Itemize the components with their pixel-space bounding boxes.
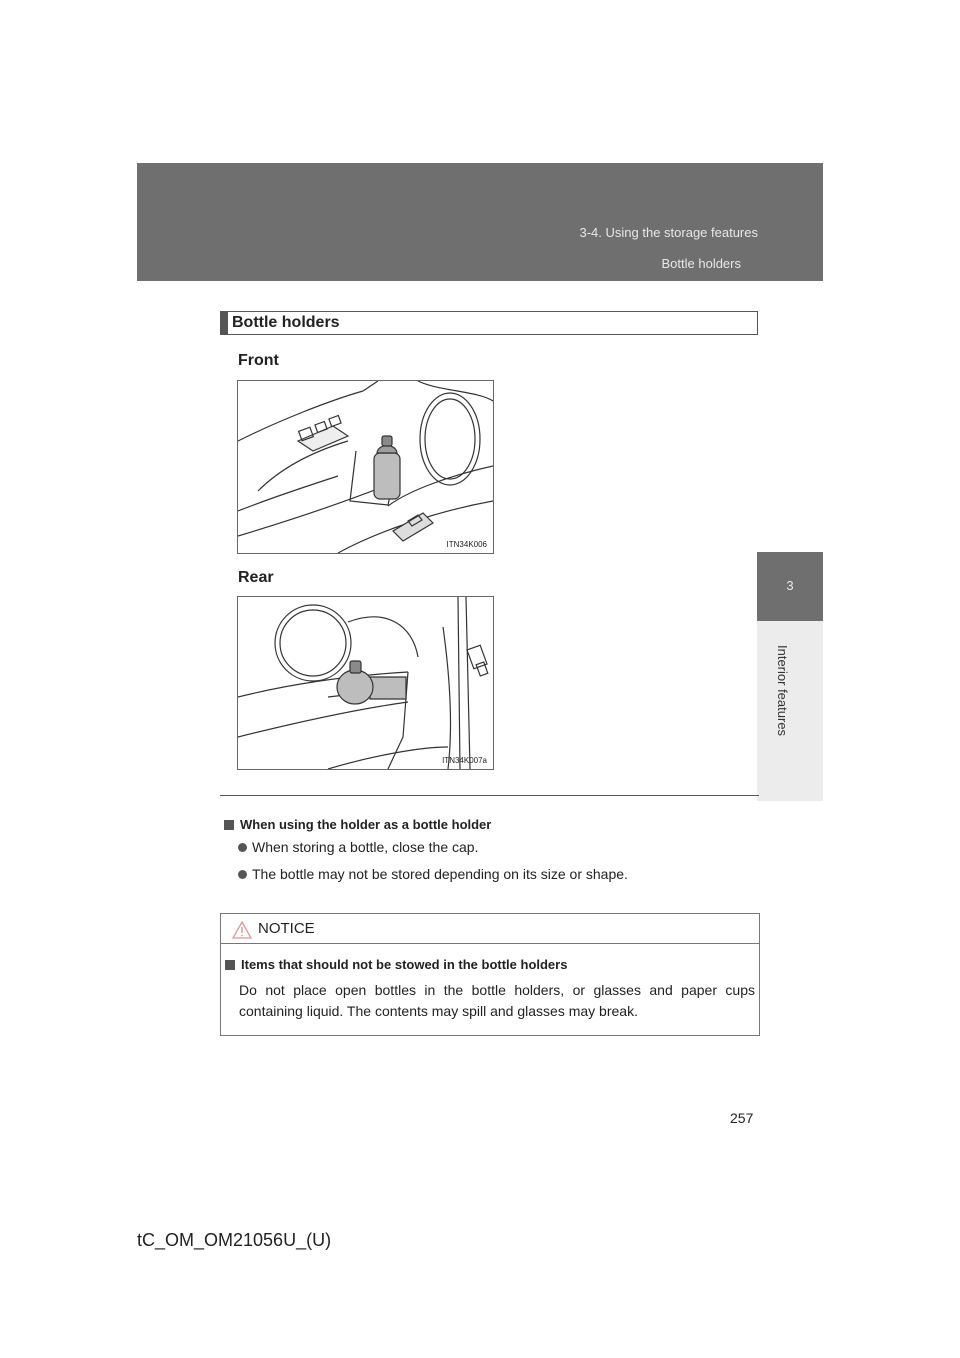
- chapter-side-strip: [757, 621, 823, 801]
- header-band: [137, 163, 823, 281]
- notice-box: [220, 913, 760, 1036]
- chapter-tab: [757, 552, 823, 621]
- chapter-title: Interior features: [775, 645, 790, 737]
- note-heading-text: When using the holder as a bottle holder: [240, 817, 492, 832]
- notice-subheading-text: Items that should not be stowed in the bottle holders: [241, 957, 568, 972]
- note-item-cap: [238, 839, 478, 855]
- document-code: tC_OM_OM21056U_(U): [137, 1230, 332, 1250]
- square-bullet-icon: [225, 960, 235, 970]
- front-bottle-holder-drawing: [238, 381, 493, 553]
- note-item-text: When storing a bottle, close the cap.: [252, 839, 479, 855]
- front-illustration: [237, 380, 494, 554]
- note-heading: [224, 817, 491, 832]
- round-bullet-icon: [238, 870, 247, 879]
- header-topic-title: Bottle holders: [661, 256, 741, 271]
- note-item-text: The bottle may not be stored depending on its size or shape.: [252, 866, 628, 882]
- notice-header: [221, 914, 759, 944]
- rear-illustration: [237, 596, 494, 770]
- warning-triangle-icon: [232, 921, 252, 939]
- section-heading: [220, 311, 758, 335]
- front-label: Front: [238, 352, 279, 369]
- rear-bottle-holder-drawing: [238, 597, 493, 769]
- section-heading-text: Bottle holders: [232, 314, 340, 331]
- rear-label: Rear: [238, 569, 274, 586]
- notice-subheading: [225, 957, 567, 972]
- section-heading-bar: [221, 312, 228, 334]
- round-bullet-icon: [238, 843, 247, 852]
- header-section-title: 3-4. Using the storage features: [579, 225, 758, 240]
- notice-title: NOTICE: [258, 920, 315, 937]
- front-image-code: ITN34K006: [446, 540, 487, 549]
- square-bullet-icon: [224, 820, 234, 830]
- note-item-size: [238, 866, 628, 882]
- chapter-number: 3: [786, 578, 794, 593]
- page-number: 257: [730, 1110, 754, 1126]
- divider: [220, 795, 759, 796]
- notice-body: Do not place open bottles in the bottle holders, or glasses and paper cups containing liquid. The contents may spill and glasses may break.: [239, 982, 755, 1019]
- rear-image-code: ITN34K007a: [442, 756, 487, 765]
